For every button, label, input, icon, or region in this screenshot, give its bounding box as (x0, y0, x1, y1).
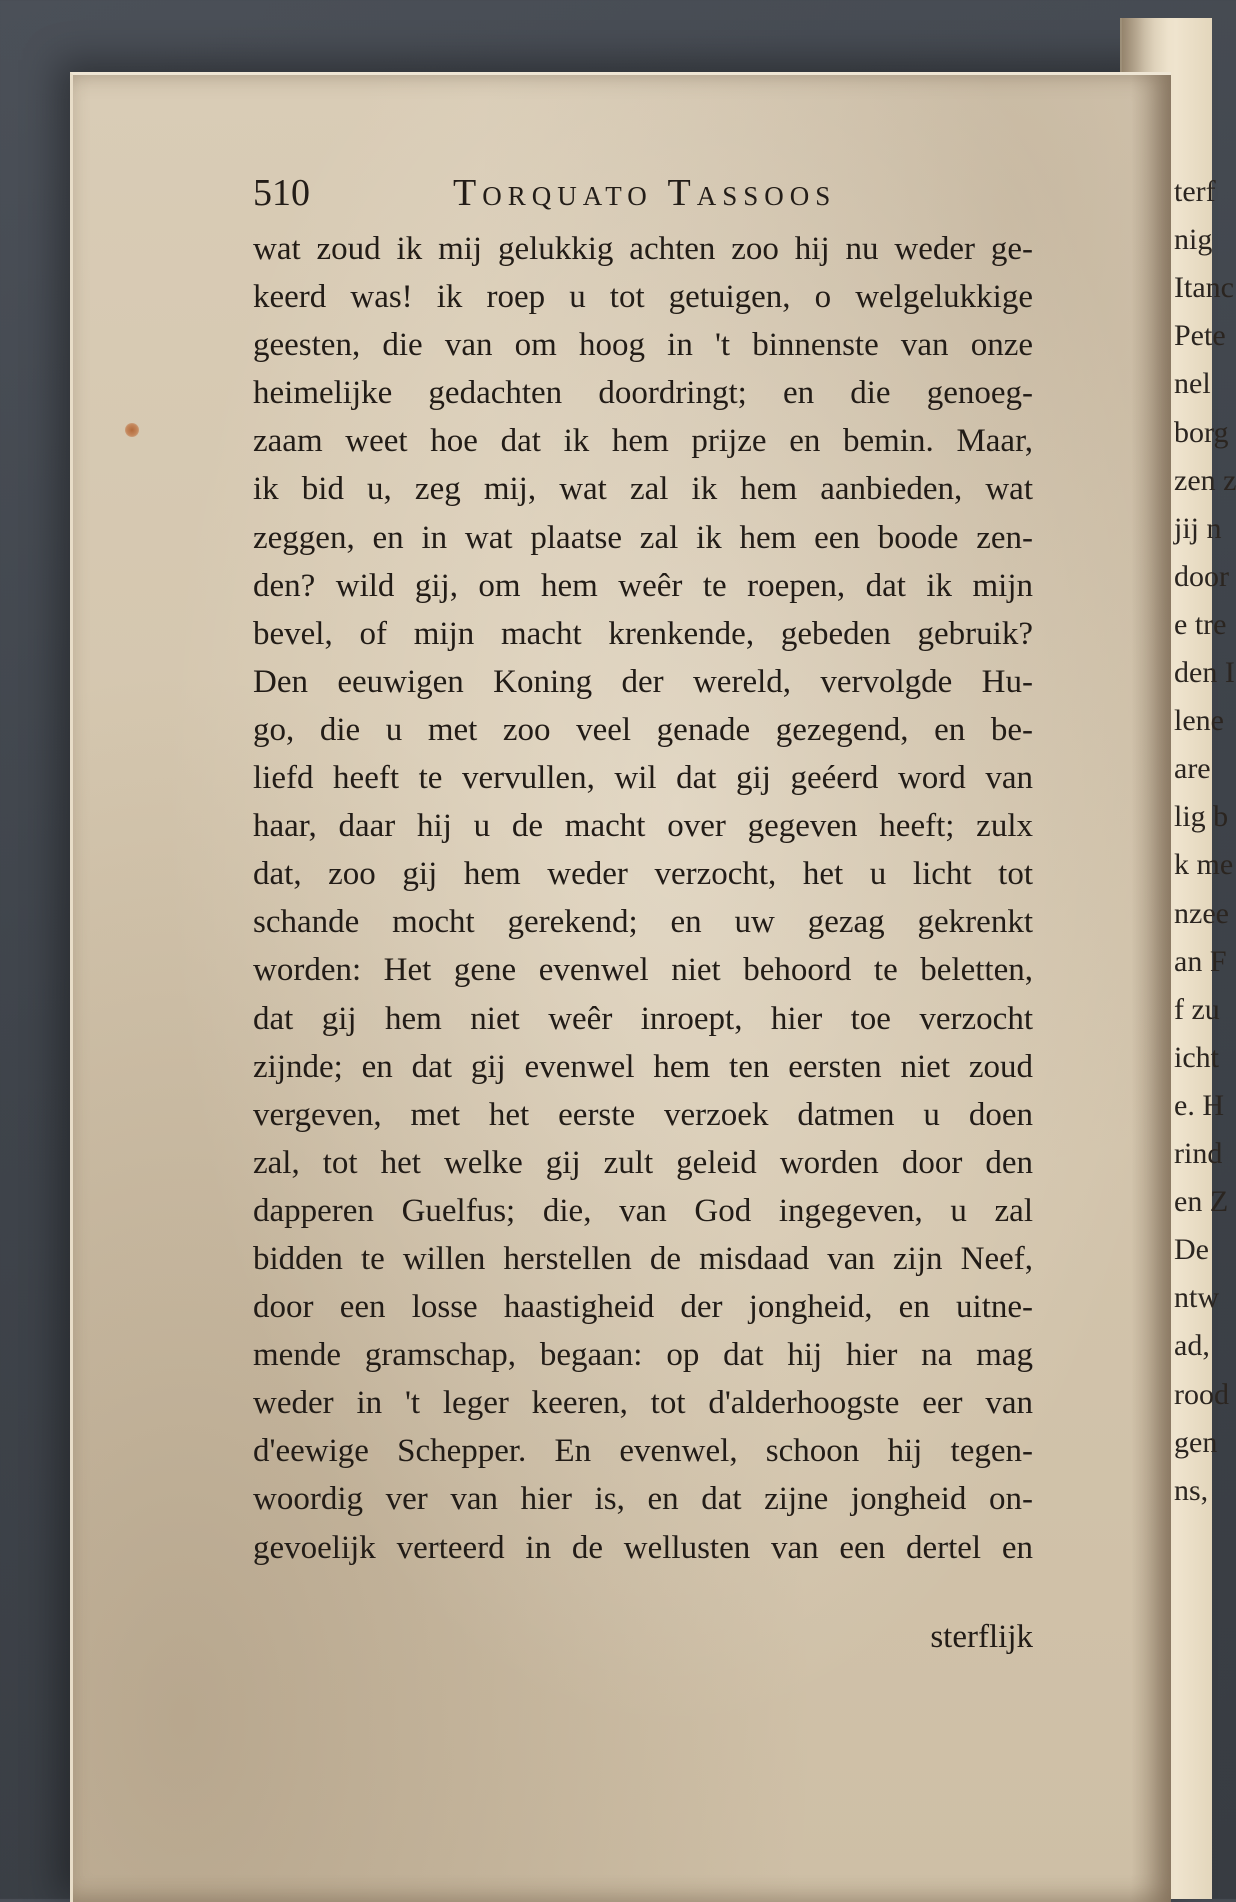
facing-page-fragment: e. H (1174, 1088, 1224, 1122)
text-line: go, die u met zoo veel genade gezegend, en be- (253, 711, 1033, 748)
facing-page-fragment: borg (1174, 415, 1229, 449)
text-line: mende gramschap, begaan: op dat hij hier na mag (253, 1337, 1033, 1374)
facing-page-fragment: den I (1174, 656, 1235, 689)
text-line: vergeven, met het eerste verzoek datmen u doen (253, 1096, 1033, 1133)
facing-page-fragment: nig (1174, 223, 1213, 257)
text-line: liefd heeft te vervullen, wil dat gij geéerd word van (253, 760, 1033, 797)
text-line: keerd was! ik roep u tot getuigen, o welgelukkige (253, 279, 1033, 316)
text-line: worden: Het gene evenwel niet behoord te beletten, (253, 952, 1033, 989)
facing-page-fragment: rood (1174, 1377, 1229, 1411)
text-line: dat gij hem niet weêr inroept, hier toe verzocht (253, 1000, 1033, 1037)
facing-page-fragment: en Z (1174, 1185, 1229, 1219)
catchword: sterflijk (930, 1619, 1033, 1655)
text-line: schande mocht gerekend; en uw gezag gekrenkt (253, 904, 1033, 941)
text-line: gevoelijk verteerd in de wellusten van een dertel en (253, 1529, 1033, 1566)
text-line: zal, tot het welke gij zult geleid worden door den (253, 1144, 1033, 1181)
text-line: woordig ver van hier is, en dat zijne jongheid on- (253, 1481, 1033, 1518)
text-line: d'eewige Schepper. En evenwel, schoon hij tegen- (253, 1433, 1033, 1470)
facing-page-fragment: zen z (1174, 463, 1236, 497)
facing-page-fragment: f zu (1174, 992, 1220, 1026)
facing-page-fragment: Pete (1174, 319, 1226, 353)
foxing-spot (125, 423, 139, 437)
page-header (253, 163, 1013, 223)
facing-page-fragment: are (1174, 752, 1211, 786)
text-line: Den eeuwigen Koning der wereld, vervolgde Hu- (253, 663, 1033, 700)
text-line: wat zoud ik mij gelukkig achten zoo hij nu weder ge- (253, 231, 1033, 267)
facing-page-fragment: door (1174, 559, 1229, 593)
text-line: bevel, of mijn macht krenkende, gebeden gebruik? (253, 615, 1033, 652)
facing-page-fragment: ntw (1174, 1281, 1219, 1315)
facing-page-fragment: k me (1174, 848, 1234, 882)
text-line: den? wild gij, om hem weêr te roepen, dat ik mijn (253, 567, 1033, 604)
running-head: Torquato Tassoos (453, 172, 837, 214)
facing-page-fragment: ad, (1174, 1329, 1210, 1363)
page-gutter-shadow (1131, 75, 1171, 1902)
facing-page-fragment: rind (1174, 1137, 1223, 1170)
facing-page-fragment: nel (1174, 367, 1211, 401)
text-line: ik bid u, zeg mij, wat zal ik hem aanbieden, wat (253, 471, 1033, 508)
text-line: zijnde; en dat gij evenwel hem ten eersten niet zoud (253, 1048, 1033, 1085)
text-line: zaam weet hoe dat ik hem prijze en bemin. Maar, (253, 423, 1033, 460)
text-line: dat, zoo gij hem weder verzocht, het u licht tot (253, 856, 1033, 893)
facing-page-fragment: Itanc (1174, 271, 1234, 305)
text-line: dapperen Guelfus; die, van God ingegeven, u zal (253, 1192, 1033, 1229)
facing-page-fragment: ns, (1174, 1473, 1209, 1507)
facing-page-fragment: gen (1174, 1425, 1218, 1459)
text-line: zeggen, en in wat plaatse zal ik hem een boode zen- (253, 519, 1033, 556)
facing-page-fragment: icht (1174, 1040, 1219, 1074)
text-line: haar, daar hij u de macht over gegeven heeft; zulx (253, 808, 1033, 845)
text-line: weder in 't leger keeren, tot d'alderhoogste eer van (253, 1385, 1033, 1422)
facing-page-fragment: terf (1174, 175, 1216, 208)
facing-page-fragment: e tre (1174, 607, 1227, 641)
body-text (253, 225, 1033, 1572)
text-line: bidden te willen herstellen de misdaad van zijn Neef, (253, 1240, 1033, 1277)
facing-page-fragment: lig b (1174, 800, 1229, 834)
text-line: heimelijke gedachten doordringt; en die genoeg- (253, 375, 1033, 412)
facing-page-fragment: De (1174, 1233, 1209, 1267)
facing-page-fragment: nzee (1174, 896, 1229, 930)
page-number: 510 (253, 172, 310, 214)
book-page (70, 72, 1171, 1902)
text-line: geesten, die van om hoog in 't binnenste van onze (253, 327, 1033, 364)
facing-page-fragment: jij n (1174, 511, 1222, 545)
facing-page-fragment: lene (1174, 704, 1224, 738)
facing-page-fragment: an F (1174, 944, 1227, 978)
text-line: door een losse haastigheid der jongheid, en uitne- (253, 1289, 1033, 1326)
